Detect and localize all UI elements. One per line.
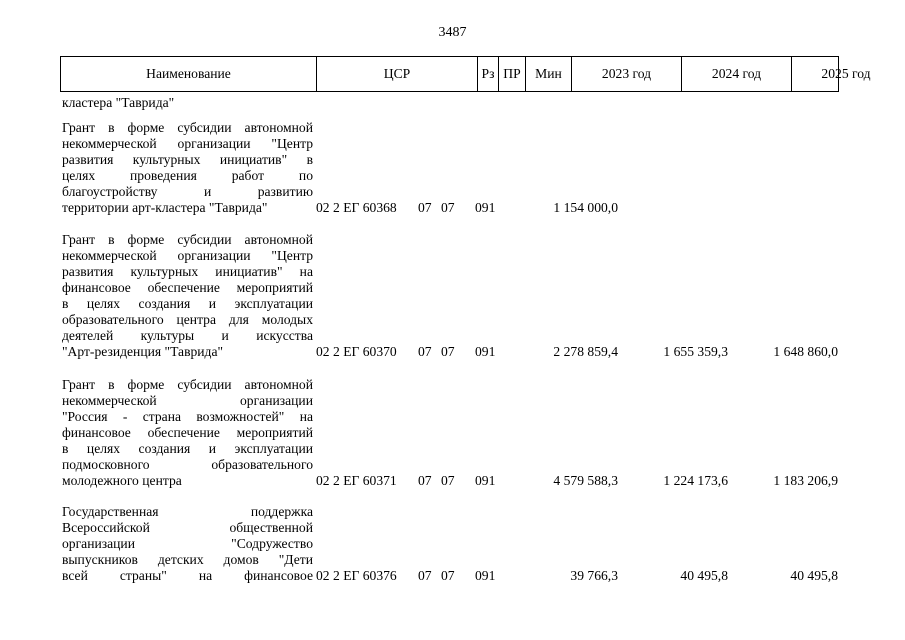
row-description-line: некоммерческой организации — [62, 393, 313, 408]
row-description-line: подмосковного образовательного — [62, 457, 313, 472]
row-description-line: целях проведения работ по — [62, 168, 313, 183]
csr-code: 02 2 ЕГ 60376 — [316, 568, 397, 583]
row-description-line: Грант в форме субсидии автономной — [62, 120, 313, 135]
rz-code: 07 — [418, 344, 432, 359]
pr-code: 07 — [441, 344, 455, 359]
header-2023: 2023 год — [572, 57, 682, 91]
pr-code: 07 — [441, 200, 455, 215]
amount-2023: 2 278 859,4 — [553, 344, 618, 359]
row-description — [62, 504, 313, 584]
row-description — [62, 232, 313, 360]
row-description — [62, 377, 313, 489]
amount-2025: 40 495,8 — [790, 568, 838, 583]
min-code: 091 — [475, 473, 496, 488]
min-code: 091 — [475, 344, 496, 359]
amount-2024: 40 495,8 — [680, 568, 728, 583]
row-description-line: в целях создания и эксплуатации — [62, 296, 313, 311]
header-2024: 2024 год — [682, 57, 792, 91]
rz-code: 07 — [418, 200, 432, 215]
continuation-text: кластера "Таврида" — [62, 95, 175, 110]
min-code: 091 — [475, 200, 496, 215]
header-name: Наименование — [61, 57, 317, 91]
row-description-line: "Арт-резиденция "Таврида" — [62, 344, 224, 359]
csr-code: 02 2 ЕГ 60370 — [316, 344, 397, 359]
row-description-line: благоустройству и развитию — [62, 184, 313, 199]
row-description-line: финансовое обеспечение мероприятий — [62, 425, 313, 440]
header-min: Мин — [526, 57, 572, 91]
row-description-line: деятелей культуры и искусства — [62, 328, 313, 343]
row-description-line: "Россия - страна возможностей" на — [62, 409, 313, 424]
row-description-line: в целях создания и эксплуатации — [62, 441, 313, 456]
pr-code: 07 — [441, 568, 455, 583]
amount-2023: 1 154 000,0 — [553, 200, 618, 215]
csr-code: 02 2 ЕГ 60371 — [316, 473, 397, 488]
amount-2025: 1 648 860,0 — [773, 344, 838, 359]
row-description-line: Государственная поддержка — [62, 504, 313, 519]
pr-code: 07 — [441, 473, 455, 488]
header-csr: ЦСР — [317, 57, 478, 91]
row-description-line: образовательного центра для молодых — [62, 312, 313, 327]
row-description-line: развития культурных инициатив" на — [62, 264, 313, 279]
row-description-line: Грант в форме субсидии автономной — [62, 232, 313, 247]
row-description-line: Всероссийской общественной — [62, 520, 313, 535]
header-pr: ПР — [499, 57, 526, 91]
row-description-line: развития культурных инициатив" в — [62, 152, 313, 167]
csr-code: 02 2 ЕГ 60368 — [316, 200, 397, 215]
row-description-line: всей страны" на финансовое — [62, 568, 313, 583]
row-description-line: молодежного центра — [62, 473, 182, 488]
row-description-line: территории арт-кластера "Таврида" — [62, 200, 268, 215]
table-header — [60, 56, 871, 92]
row-description-line: некоммерческой организации "Центр — [62, 248, 313, 263]
amount-2023: 39 766,3 — [570, 568, 618, 583]
row-description-line: финансовое обеспечение мероприятий — [62, 280, 313, 295]
header-2025: 2025 год — [821, 66, 871, 81]
row-description-line: организации "Содружество — [62, 536, 313, 551]
amount-2024: 1 224 173,6 — [663, 473, 728, 488]
min-code: 091 — [475, 568, 496, 583]
rz-code: 07 — [418, 568, 432, 583]
row-description-line: Грант в форме субсидии автономной — [62, 377, 313, 392]
page-number: 3487 — [438, 25, 467, 40]
header-rz: Рз — [478, 57, 499, 91]
amount-2025: 1 183 206,9 — [773, 473, 838, 488]
amount-2023: 4 579 588,3 — [553, 473, 618, 488]
row-description — [62, 120, 313, 216]
amount-2024: 1 655 359,3 — [663, 344, 728, 359]
row-description-line: выпускников детских домов "Дети — [62, 552, 313, 567]
rz-code: 07 — [418, 473, 432, 488]
row-description-line: некоммерческой организации "Центр — [62, 136, 313, 151]
